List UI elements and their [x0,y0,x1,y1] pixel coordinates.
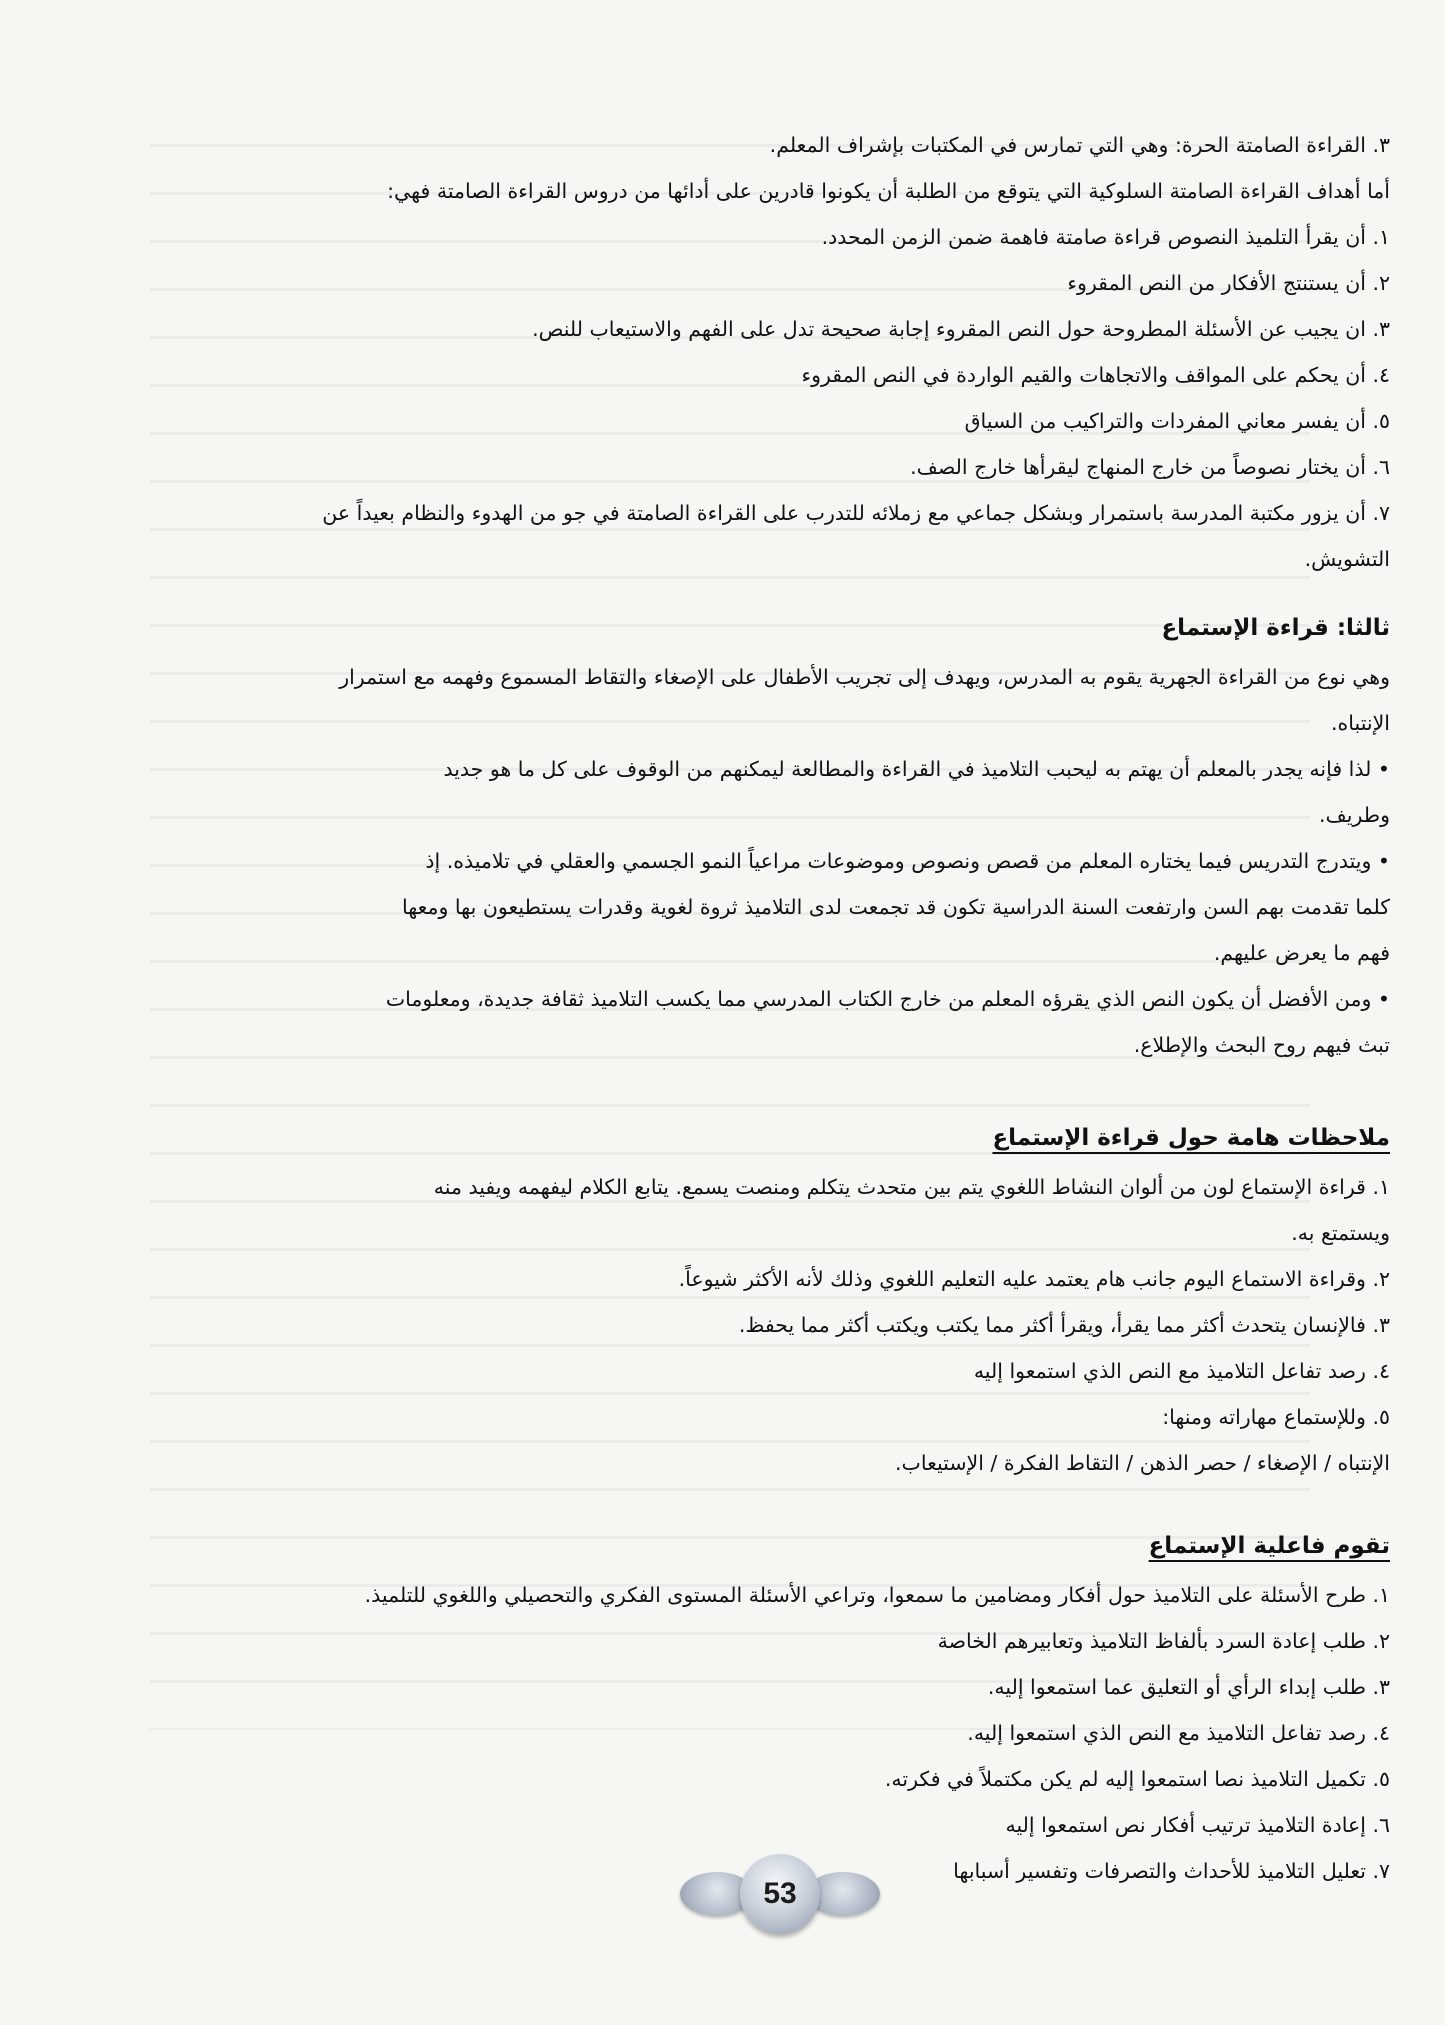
bullet-item: • ويتدرج التدريس فيما يختاره المعلم من قصص ونصوص وموضوعات مراعياً النمو الجسمي والعقلي في تلاميذه. إذ [425,849,1390,873]
bullet-item-continuation: كلما تقدمت بهم السن وارتفعت السنة الدراسية تكون قد تجمعت لدى التلاميذ ثروة لغوية وقدرات يستطيعون بها ومعها [401,895,1390,919]
section-heading [160,1112,1390,1164]
list-item-continuation: التشويش. [1304,547,1390,571]
section-heading: ثالثا: قراءة الإستماع [1161,615,1390,641]
list-item: ٤. رصد تفاعل التلاميذ مع النص الذي استمعوا إليه. [967,1721,1390,1745]
paragraph-line: الإنتباه. [1331,711,1390,735]
list-item: ٧. أن يزور مكتبة المدرسة باستمرار وبشكل جماعي مع زملائه للتدرب على القراءة الصامتة في جو من الهدوء والنظام بعيداً عن [322,501,1390,525]
list-item: ٣. طلب إبداء الرأي أو التعليق عما استمعوا إليه. [987,1675,1390,1699]
section-heading-text: تقوم فاعلية الإستماع [1148,1533,1390,1559]
list-item: ١. أن يقرأ التلميذ النصوص قراءة صامتة فاهمة ضمن الزمن المحدد. [821,225,1390,249]
list-item: ٢. وقراءة الاستماع اليوم جانب هام يعتمد عليه التعليم اللغوي وذلك لأنه الأكثر شيوعاً. [678,1267,1390,1291]
list-item: ٣. ان يجيب عن الأسئلة المطروحة حول النص المقروء إجابة صحيحة تدل على الفهم والاستيعاب للنص. [532,317,1390,341]
list-item: ٥. تكميل التلاميذ نصا استمعوا إليه لم يكن مكتملاً في فكرته. [884,1767,1390,1791]
list-item: ٦. أن يختار نصوصاً من خارج المنهاج ليقرأها خارج الصف. [910,455,1390,479]
page-number: 53 [740,1854,820,1934]
paragraph-line: ٣. القراءة الصامتة الحرة: وهي التي تمارس في المكتبات بإشراف المعلم. [769,133,1390,157]
document-page [160,122,1390,1883]
bullet-item-continuation: وطريف. [1319,803,1390,827]
paragraph-line: وهي نوع من القراءة الجهرية يقوم به المدرس، ويهدف إلى تجريب الأطفال على الإصغاء والتقاط المسموع وفهمه مع استمرار [339,665,1390,689]
list-item: ١. قراءة الإستماع لون من ألوان النشاط اللغوي يتم بين متحدث يتكلم ومنصت يسمع. يتابع الكلام ليفهمه ويفيد منه [433,1175,1390,1199]
bullet-item: • ومن الأفضل أن يكون النص الذي يقرؤه المعلم من خارج الكتاب المدرسي مما يكسب التلاميذ ثقافة جديدة، ومعلومات [385,987,1390,1011]
list-item: ٥. وللإستماع مهاراته ومنها: [1162,1405,1390,1429]
list-item: ٢. أن يستنتج الأفكار من النص المقروء [1067,271,1390,295]
section-heading-text: ملاحظات هامة حول قراءة الإستماع [992,1125,1390,1151]
list-item: ٧. تعليل التلاميذ للأحداث والتصرفات وتفسير أسبابها [953,1859,1390,1883]
list-item: ٤. رصد تفاعل التلاميذ مع النص الذي استمعوا إليه [973,1359,1390,1383]
list-item: ٥. أن يفسر معاني المفردات والتراكيب من السياق [964,409,1390,433]
paragraph-line: أما أهداف القراءة الصامتة السلوكية التي يتوقع من الطلبة أن يكونوا قادرين على أدائها من دروس القراءة الصامتة فهي: [387,179,1390,203]
section-heading [160,1520,1390,1572]
list-item: ٣. فالإنسان يتحدث أكثر مما يقرأ، ويقرأ أكثر مما يكتب ويكتب أكثر مما يحفظ. [738,1313,1390,1337]
bullet-item-continuation: فهم ما يعرض عليهم. [1213,941,1390,965]
skills-line: الإنتباه / الإصغاء / حصر الذهن / التقاط الفكرة / الإستيعاب. [895,1451,1390,1475]
list-item: ١. طرح الأسئلة على التلاميذ حول أفكار ومضامين ما سمعوا، وتراعي الأسئلة المستوى الفكري والتحصيلي واللغوي للتلميذ. [364,1583,1390,1607]
bullet-item-continuation: تبث فيهم روح البحث والإطلاع. [1133,1033,1390,1057]
list-item-continuation: ويستمتع به. [1291,1221,1390,1245]
list-item: ٦. إعادة التلاميذ ترتيب أفكار نص استمعوا إليه [1005,1813,1390,1837]
list-item: ٢. طلب إعادة السرد بألفاظ التلاميذ وتعابيرهم الخاصة [937,1629,1390,1653]
page-number-badge [682,1850,882,1930]
list-item: ٤. أن يحكم على المواقف والاتجاهات والقيم الواردة في النص المقروء [801,363,1390,387]
bullet-item: • لذا فإنه يجدر بالمعلم أن يهتم به ليحبب التلاميذ في القراءة والمطالعة ليمكنهم من الوقوف على كل ما هو جديد [443,757,1390,781]
